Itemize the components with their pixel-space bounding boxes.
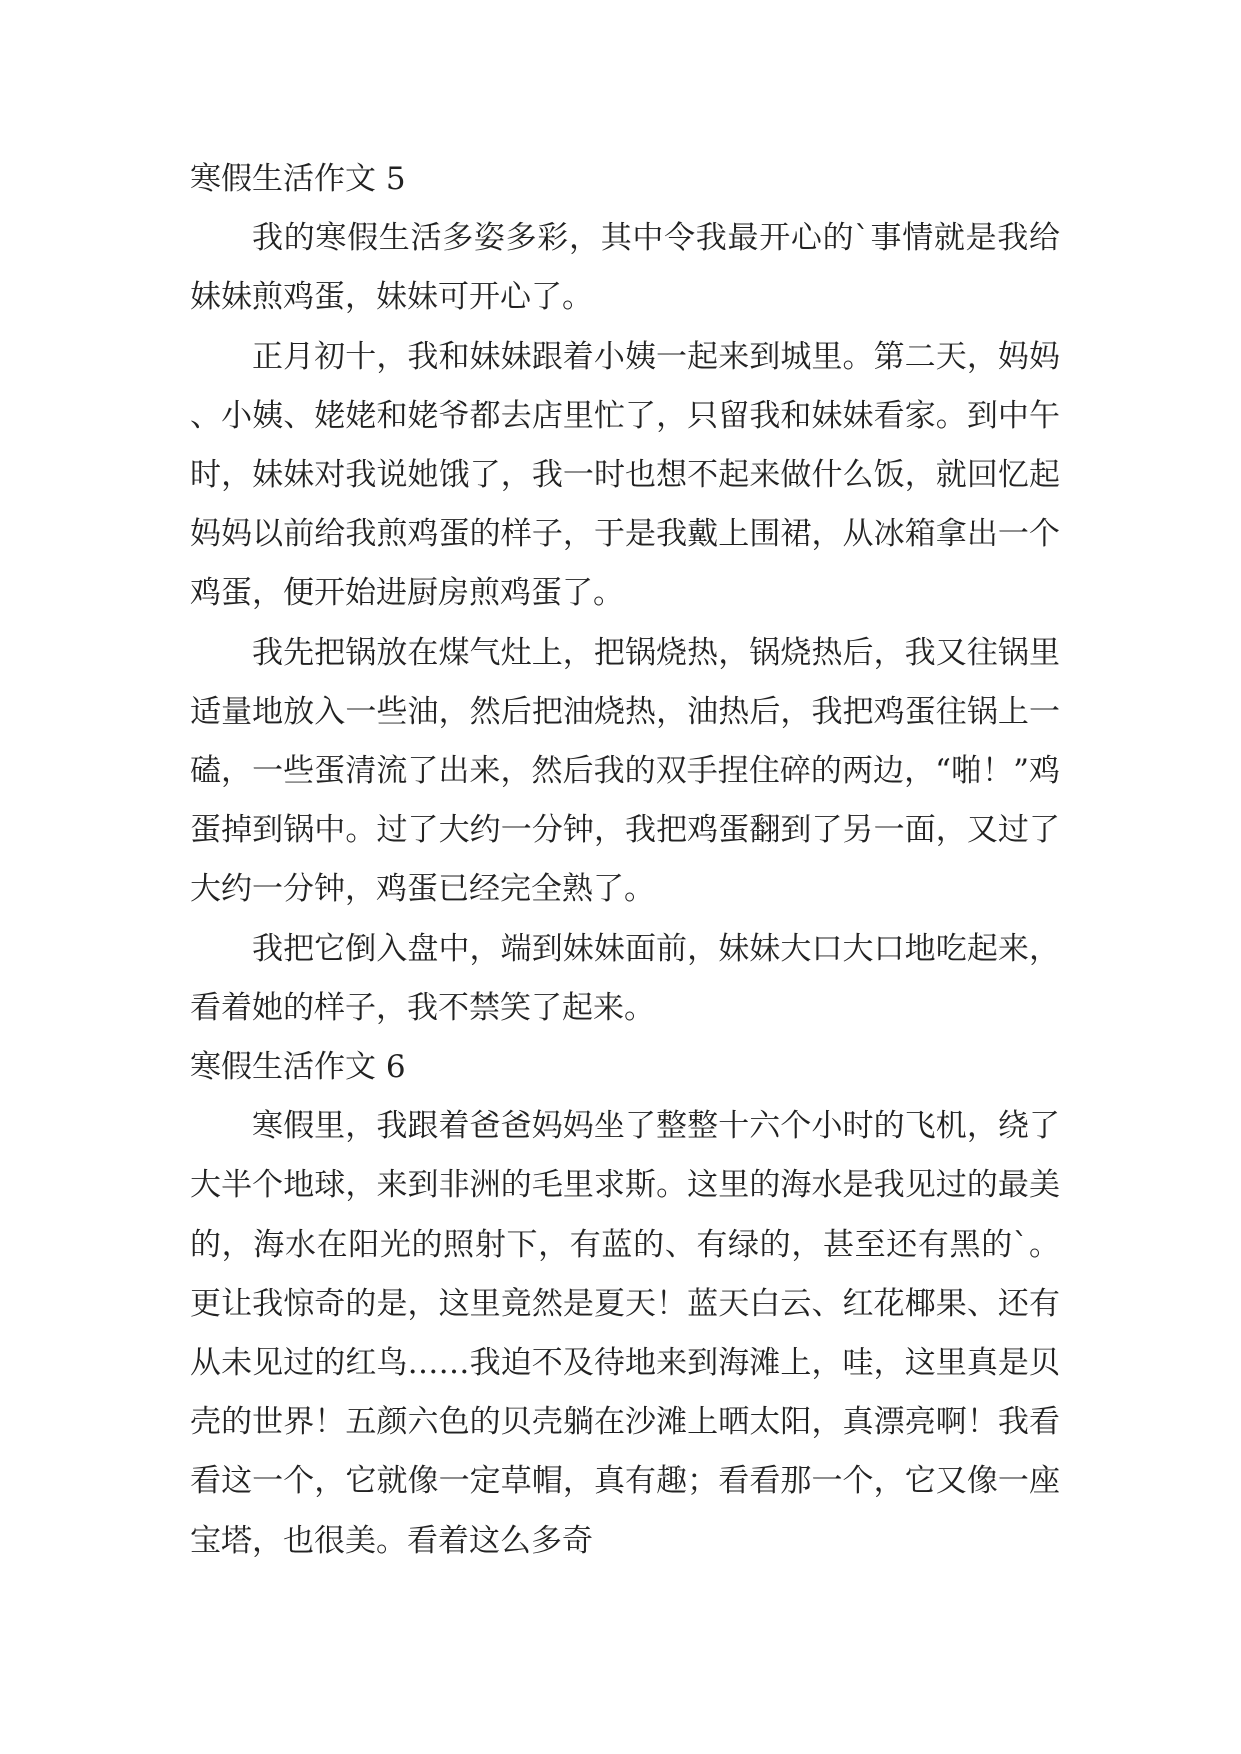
paragraph: 我先把锅放在煤气灶上，把锅烧热，锅烧热后，我又往锅里适量地放入一些油，然后把油烧热，油热后，我把鸡蛋往锅上一磕，一些蛋清流了出来，然后我的双手捏住碎的两边，“啪！”鸡蛋掉到锅中。过了大约一分钟，我把鸡蛋翻到了另一面，又过了大约一分钟，鸡蛋已经完全熟了。 [190, 634, 1060, 908]
document-page [190, 150, 1060, 1571]
section-title: 寒假生活作文 5 [190, 161, 406, 197]
paragraph: 正月初十，我和妹妹跟着小姨一起来到城里。第二天，妈妈、小姨、姥姥和姥爷都去店里忙了，只留我和妹妹看家。到中午时，妹妹对我说她饿了，我一时也想不起来做什么饭，就回忆起妈妈以前给我煎鸡蛋的样子，于是我戴上围裙，从冰箱拿出一个鸡蛋，便开始进厨房煎鸡蛋了。 [190, 338, 1060, 612]
paragraph: 我把它倒入盘中，端到妹妹面前，妹妹大口大口地吃起来，看着她的样子，我不禁笑了起来。 [190, 930, 1060, 1026]
paragraph: 寒假里，我跟着爸爸妈妈坐了整整十六个小时的飞机，绕了大半个地球，来到非洲的毛里求斯。这里的海水是我见过的最美的，海水在阳光的照射下，有蓝的、有绿的，甚至还有黑的`。更让我惊奇的是，这里竟然是夏天！蓝天白云、红花椰果、还有从未见过的红鸟……我迫不及待地来到海滩上，哇，这里真是贝壳的世界！五颜六色的贝壳躺在沙滩上晒太阳，真漂亮啊！我看看这一个，它就像一定草帽，真有趣；看看那一个，它又像一座宝塔，也很美。看着这么多奇 [190, 1108, 1060, 1559]
section-title: 寒假生活作文 6 [190, 1049, 406, 1086]
paragraph: 我的寒假生活多姿多彩，其中令我最开心的`事情就是我给妹妹煎鸡蛋，妹妹可开心了。 [190, 220, 1060, 316]
